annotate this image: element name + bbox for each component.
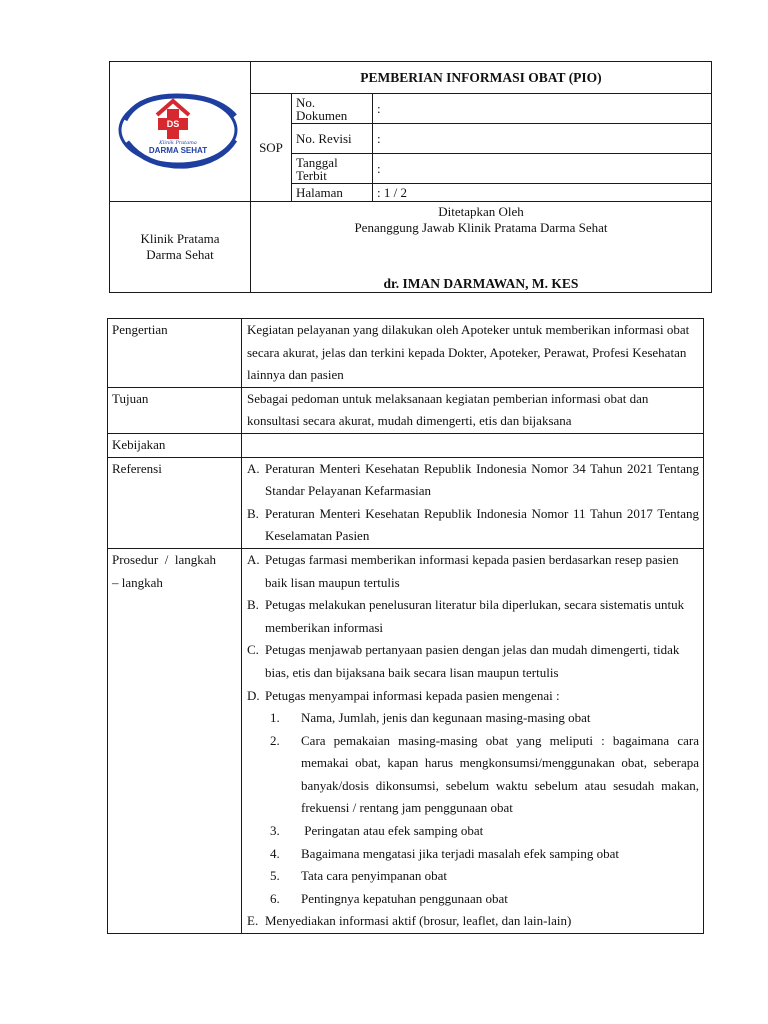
sub-list-item bbox=[247, 865, 699, 888]
sub-list-item-text: Tata cara penyimpanan obat bbox=[301, 868, 447, 884]
list-item-text: Petugas farmasi memberikan informasi kepada pasien berdasarkan resep pasien baik lisan maupun tertulis bbox=[265, 551, 679, 590]
field-label-tanggal-terbit: Tanggal Terbit bbox=[292, 154, 373, 184]
svg-text:DARMA SEHAT: DARMA SEHAT bbox=[148, 145, 208, 155]
darma-sehat-logo-icon bbox=[117, 90, 243, 170]
section-label-tujuan: Tujuan bbox=[108, 387, 242, 433]
sub-list-item-text: Peringatan atau efek samping obat bbox=[301, 823, 484, 839]
list-marker: E. bbox=[247, 913, 259, 929]
section-list-referensi bbox=[242, 457, 704, 548]
section-list-prosedur bbox=[242, 548, 704, 933]
doctor-name: dr. IMAN DARMAWAN, M. KES bbox=[383, 276, 579, 291]
list-item-text: Peraturan Menteri Kesehatan Republik Indonesia Nomor 11 Tahun 2017 Tentang Keselamatan Pasien bbox=[265, 505, 699, 544]
established-by-label: Ditetapkan Oleh bbox=[438, 204, 524, 219]
sub-list-marker: 1. bbox=[270, 710, 280, 726]
row-tujuan bbox=[108, 387, 704, 433]
list-marker: B. bbox=[247, 597, 259, 613]
section-label-referensi: Referensi bbox=[108, 457, 242, 548]
field-value-halaman: : 1 / 2 bbox=[373, 184, 712, 202]
list-marker: A. bbox=[247, 551, 260, 567]
row-kebijakan bbox=[108, 433, 704, 457]
field-label-no-dokumen: No. Dokumen bbox=[292, 94, 373, 124]
list-item bbox=[247, 910, 699, 933]
sub-list-marker: 4. bbox=[270, 845, 280, 861]
sub-list-item-text: Cara pemakaian masing-masing obat yang meliputi : bagaimana cara memakai obat, kapan harus mengkonsumsi/menggunakan obat, seberapa banyak/dosis dikonsumsi, sebelum waktu sebelum atau sesudah makan, frekuensi / rentang jam penggunaan obat bbox=[301, 732, 699, 816]
prosedur-label-line1: Prosedur / langkah bbox=[112, 551, 216, 567]
list-item-text: Peraturan Menteri Kesehatan Republik Indonesia Nomor 34 Tahun 2021 Tentang Standar Pelayanan Kefarmasian bbox=[265, 460, 699, 499]
list-marker: A. bbox=[247, 460, 260, 476]
list-item bbox=[247, 503, 699, 548]
svg-text:Klinik Pratama: Klinik Pratama bbox=[159, 139, 197, 146]
sub-list-item bbox=[247, 707, 699, 730]
list-item bbox=[247, 685, 699, 708]
section-text-tujuan: Sebagai pedoman untuk melaksanaan kegiatan pemberian informasi obat dan konsultasi secara akurat, mudah dimengerti, etis dan bijaksana bbox=[242, 387, 704, 433]
clinic-name-cell bbox=[110, 202, 251, 293]
logo-cell bbox=[110, 62, 251, 202]
sop-content-table bbox=[107, 318, 704, 934]
sub-list-item bbox=[247, 888, 699, 911]
section-text-kebijakan bbox=[242, 433, 704, 457]
document-header-table bbox=[109, 61, 712, 293]
document-title: PEMBERIAN INFORMASI OBAT (PIO) bbox=[251, 62, 712, 94]
row-prosedur bbox=[108, 548, 704, 933]
sub-list-item bbox=[247, 820, 699, 843]
sub-list-marker: 2. bbox=[270, 732, 280, 748]
list-item-text: Petugas menyampai informasi kepada pasien mengenai : bbox=[265, 687, 560, 703]
responsible-label: Penanggung Jawab Klinik Pratama Darma Sehat bbox=[354, 220, 608, 235]
row-referensi bbox=[108, 457, 704, 548]
row-pengertian bbox=[108, 319, 704, 388]
list-item-text: Petugas menjawab pertanyaan pasien dengan jelas dan mudah dimengerti, tidak bias, etis dan bijaksana baik secara lisan maupun tertulis bbox=[265, 642, 680, 680]
list-item bbox=[247, 594, 699, 639]
list-marker: B. bbox=[247, 505, 259, 521]
list-item-text: Petugas melakukan penelusuran literatur bila diperlukan, secara sistematis untuk memberikan informasi bbox=[265, 597, 685, 635]
section-text-pengertian: Kegiatan pelayanan yang dilakukan oleh Apoteker untuk memberikan informasi obat secara akurat, jelas dan terkini kepada Dokter, Apoteker, Perawat, Profesi Kesehatan lainnya dan pasien bbox=[242, 319, 704, 388]
field-value-no-dokumen: : bbox=[373, 94, 712, 124]
field-label-no-revisi: No. Revisi bbox=[292, 124, 373, 154]
list-item-text: Menyediakan informasi aktif (brosur, leaflet, dan lain-lain) bbox=[265, 913, 572, 929]
prosedur-label-line2: – langkah bbox=[112, 574, 163, 590]
field-label-halaman: Halaman bbox=[292, 184, 373, 202]
section-label-prosedur bbox=[108, 548, 242, 933]
section-label-kebijakan: Kebijakan bbox=[108, 433, 242, 457]
clinic-name-line1: Klinik Pratama bbox=[140, 231, 220, 246]
sub-list-marker: 3. bbox=[270, 823, 280, 839]
sop-label: SOP bbox=[251, 94, 292, 202]
list-item bbox=[247, 639, 699, 684]
field-value-no-revisi: : bbox=[373, 124, 712, 154]
list-marker: D. bbox=[247, 687, 260, 703]
list-marker: C. bbox=[247, 642, 259, 658]
sub-list-marker: 5. bbox=[270, 868, 280, 884]
sub-list-item-text: Bagaimana mengatasi jika terjadi masalah efek samping obat bbox=[301, 845, 620, 861]
sub-list-item bbox=[247, 730, 699, 820]
approval-cell bbox=[251, 202, 712, 293]
field-value-tanggal-terbit: : bbox=[373, 154, 712, 184]
svg-text:DS: DS bbox=[166, 118, 180, 129]
list-item bbox=[247, 458, 699, 503]
clinic-name-line2: Darma Sehat bbox=[146, 247, 214, 262]
list-item bbox=[247, 549, 699, 594]
sub-list-item-text: Nama, Jumlah, jenis dan kegunaan masing-masing obat bbox=[301, 710, 591, 726]
sub-list-marker: 6. bbox=[270, 890, 280, 906]
section-label-pengertian: Pengertian bbox=[108, 319, 242, 388]
sub-list-item-text: Pentingnya kepatuhan penggunaan obat bbox=[301, 890, 508, 906]
sub-list-item bbox=[247, 843, 699, 866]
